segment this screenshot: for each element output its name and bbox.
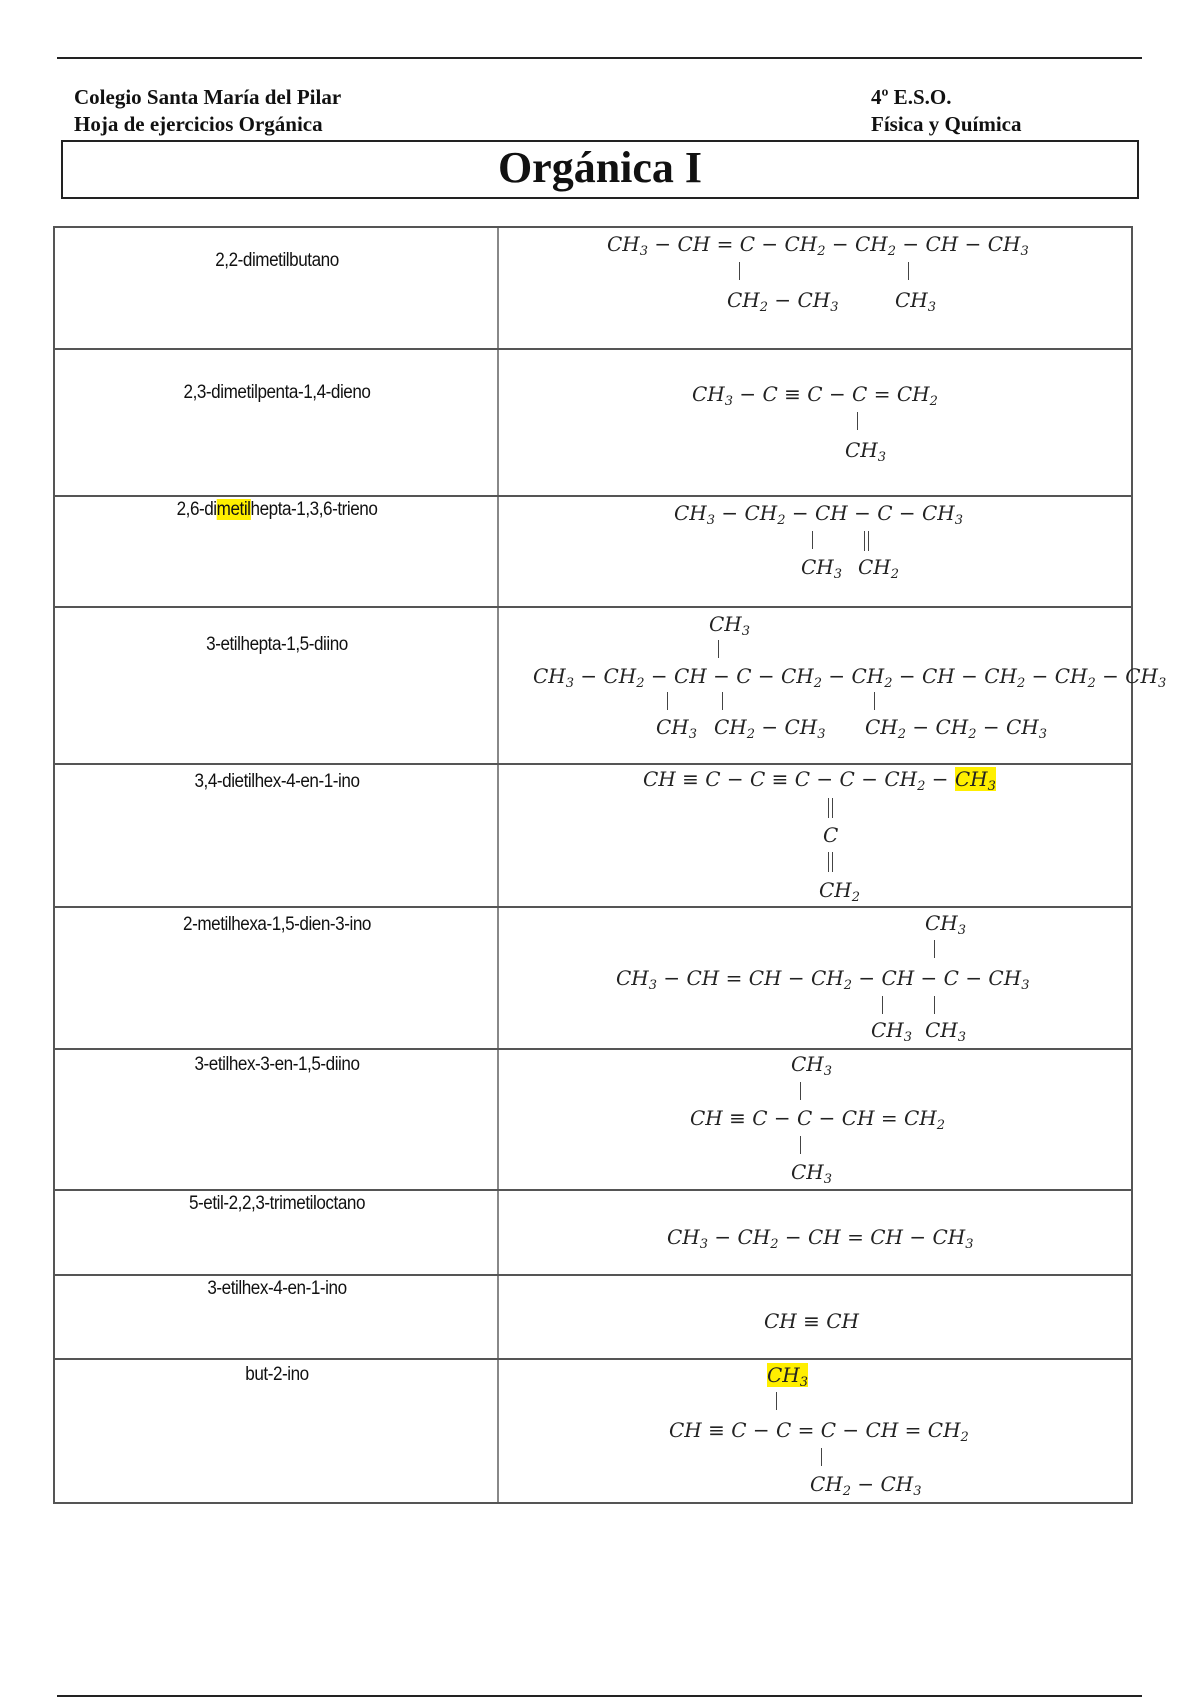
top-rule	[57, 57, 1142, 59]
highlighted-group: $CH_3$	[767, 1363, 809, 1390]
table-row	[55, 606, 1167, 763]
sheet-name: Hoja de ejercicios Orgánica	[74, 112, 323, 136]
compound-name: but-2-ino	[245, 1364, 309, 1385]
table-row	[55, 1274, 1131, 1358]
header-right	[871, 84, 1022, 138]
name-cell	[55, 1276, 499, 1358]
exercise-table	[53, 226, 1167, 1504]
formula-cell: $CH_3 - CH_2$ − CH = CH − $CH_3$	[667, 1225, 974, 1252]
name-cell	[55, 765, 499, 906]
compound-name: 5-etil-2,2,3-trimetiloctano	[188, 1193, 366, 1214]
name-cell	[55, 228, 499, 348]
name-cell	[55, 1360, 499, 1502]
formula-cell: $CH_3$ CH ≡ C − C − CH = $CH_2$ $CH_3$	[690, 1052, 946, 1187]
compound-name: 2,6-dimetilhepta-1,3,6-trieno	[176, 499, 378, 520]
name-cell	[55, 908, 499, 1048]
name-cell	[55, 1050, 499, 1189]
compound-name: 3-etilhepta-1,5-diino	[206, 634, 348, 655]
name-cell	[55, 497, 499, 606]
table-row	[55, 495, 1131, 606]
highlighted-group: $CH_3$	[954, 767, 996, 794]
name-cell	[55, 608, 499, 763]
page-title: Orgánica I	[497, 142, 703, 192]
highlighted-text: metil	[216, 499, 251, 520]
formula-cell: CH ≡ CH	[764, 1309, 859, 1333]
compound-name: 2,2-dimetilbutano	[215, 250, 339, 271]
table-row	[55, 1048, 1131, 1189]
name-cell	[55, 350, 499, 495]
name-cell	[55, 1191, 499, 1274]
table-row	[55, 348, 1131, 495]
compound-name: 3-etilhex-3-en-1,5-diino	[194, 1054, 360, 1075]
formula-cell: $CH_3$ CH ≡ C − C = C − CH = $CH_2$ $CH_2 - CH_3$	[669, 1363, 969, 1499]
course-label: 4º E.S.O.	[871, 85, 952, 109]
compound-name: 3,4-dietilhex-4-en-1-ino	[194, 771, 360, 792]
formula-cell: $CH_3 - C \equiv C - C = CH_2$ $CH_3$	[692, 382, 938, 465]
compound-name: 2,3-dimetilpenta-1,4-dieno	[183, 382, 371, 403]
formula-cell: $CH_3$ $CH_3$ − CH = CH − $CH_2$ − CH − $C - CH_3$ $CH_3$ $CH_3$	[616, 911, 1030, 1045]
table-row	[55, 228, 1131, 348]
table-row	[55, 1189, 1131, 1274]
school-name: Colegio Santa María del Pilar	[74, 85, 342, 109]
formula-cell: $CH_3 - CH_2$ − CH − $C - CH_3$ $CH_3$ $CH_2$	[674, 501, 964, 582]
table-row	[55, 906, 1131, 1048]
formula-cell: CH ≡ $C - C \equiv C - C - CH_2 - CH_3$ C $CH_2$	[643, 767, 996, 905]
bottom-rule	[57, 1695, 1142, 1697]
table-row	[55, 1358, 1131, 1502]
formula-cell: $CH_3$ $CH_3 - CH_2$ − CH − $C - CH_2 - CH_2$ − CH − $CH_2 - CH_2 - CH_3$ $CH_3$ $CH_2 - CH_3$ $CH_2 - CH_2 - CH_3$	[533, 612, 1167, 742]
subject-label: Física y Química	[871, 112, 1022, 136]
compound-name: 3-etilhex-4-en-1-ino	[207, 1278, 347, 1299]
table-row	[55, 763, 1131, 906]
compound-name: 2-metilhexa-1,5-dien-3-ino	[183, 914, 371, 935]
header-left	[74, 84, 341, 138]
formula-cell: $CH_3$ − CH = $C - CH_2 - CH_2$ − CH − $CH_3$ $CH_2 - CH_3$ $CH_3$	[607, 232, 1029, 315]
title-box	[61, 140, 1139, 199]
